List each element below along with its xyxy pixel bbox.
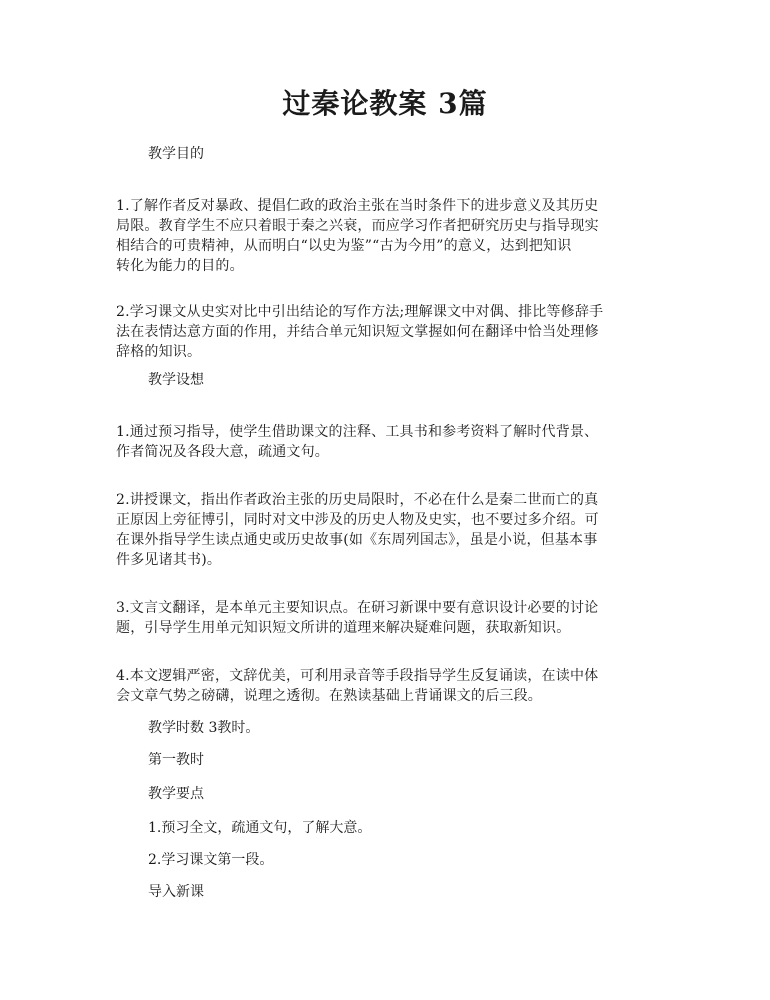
paragraph-line: 4.本文逻辑严密，文辞优美，可利用录音等手段指导学生反复诵读，在读中体 (116, 668, 599, 684)
paragraph-line: 3.文言文翻译，是本单元主要知识点。在研习新课中要有意识设计必要的讨论 (116, 600, 599, 616)
design-item-1 (116, 422, 656, 462)
paragraph-line: 正原因上旁征博引，同时对文中涉及的历史人物及史实，也不要过多介绍。可 (116, 512, 599, 528)
paragraph-line: 作者简况及各段大意，疏通文句。 (116, 444, 329, 460)
lesson-one-heading: 第一教时 (148, 752, 204, 768)
paragraph-line: 题，引导学生用单元知识短文所讲的道理来解决疑难问题，获取新知识。 (116, 620, 571, 636)
purpose-item-1 (116, 196, 656, 276)
intro-heading: 导入新课 (148, 884, 204, 900)
paragraph-line: 2.学习课文从史实对比中引出结论的写作方法;理解课文中对偶、排比等修辞手 (116, 304, 604, 320)
paragraph-line: 1.了解作者反对暴政、提倡仁政的政治主张在当时条件下的进步意义及其历史 (116, 198, 599, 214)
heading-teaching-purpose: 教学目的 (148, 146, 204, 162)
paragraph-line: 局限。教育学生不应只着眼于秦之兴衰，而应学习作者把研究历史与指导现实 (116, 218, 599, 234)
paragraph-line: 在课外指导学生读点通史或历史故事(如《东周列国志》，虽是小说，但基本事 (116, 532, 598, 548)
paragraph-line: 2.讲授课文，指出作者政治主张的历史局限时，不必在什么是秦二世而亡的真 (116, 492, 599, 508)
paragraph-line: 件多见诸其书)。 (116, 552, 222, 568)
purpose-item-2 (116, 302, 656, 362)
paragraph-line: 法在表情达意方面的作用，并结合单元知识短文掌握如何在翻译中恰当处理修 (116, 324, 599, 340)
paragraph-line: 相结合的可贵精神，从而明白“以史为鉴”“古为今用”的意义，达到把知识 (116, 238, 572, 254)
key-point-item: 1.预习全文，疏通文句，了解大意。 (148, 820, 372, 836)
design-item-3 (116, 598, 656, 638)
paragraph-line: 1.通过预习指导，使学生借助课文的注释、工具书和参考资料了解时代背景、 (116, 424, 599, 440)
design-item-4 (116, 666, 656, 706)
design-item-2 (116, 490, 656, 570)
paragraph-line: 会文章气势之磅礴，说理之透彻。在熟读基础上背诵课文的后三段。 (116, 688, 542, 704)
teaching-hours: 教学时数 3教时。 (148, 720, 260, 736)
document-title: 过秦论教案 3篇 (282, 87, 488, 120)
heading-teaching-design: 教学设想 (148, 372, 204, 388)
paragraph-line: 转化为能力的目的。 (116, 258, 244, 274)
key-points-heading: 教学要点 (148, 786, 204, 802)
paragraph-line: 辞格的知识。 (116, 344, 202, 360)
key-point-item: 2.学习课文第一段。 (148, 852, 274, 868)
